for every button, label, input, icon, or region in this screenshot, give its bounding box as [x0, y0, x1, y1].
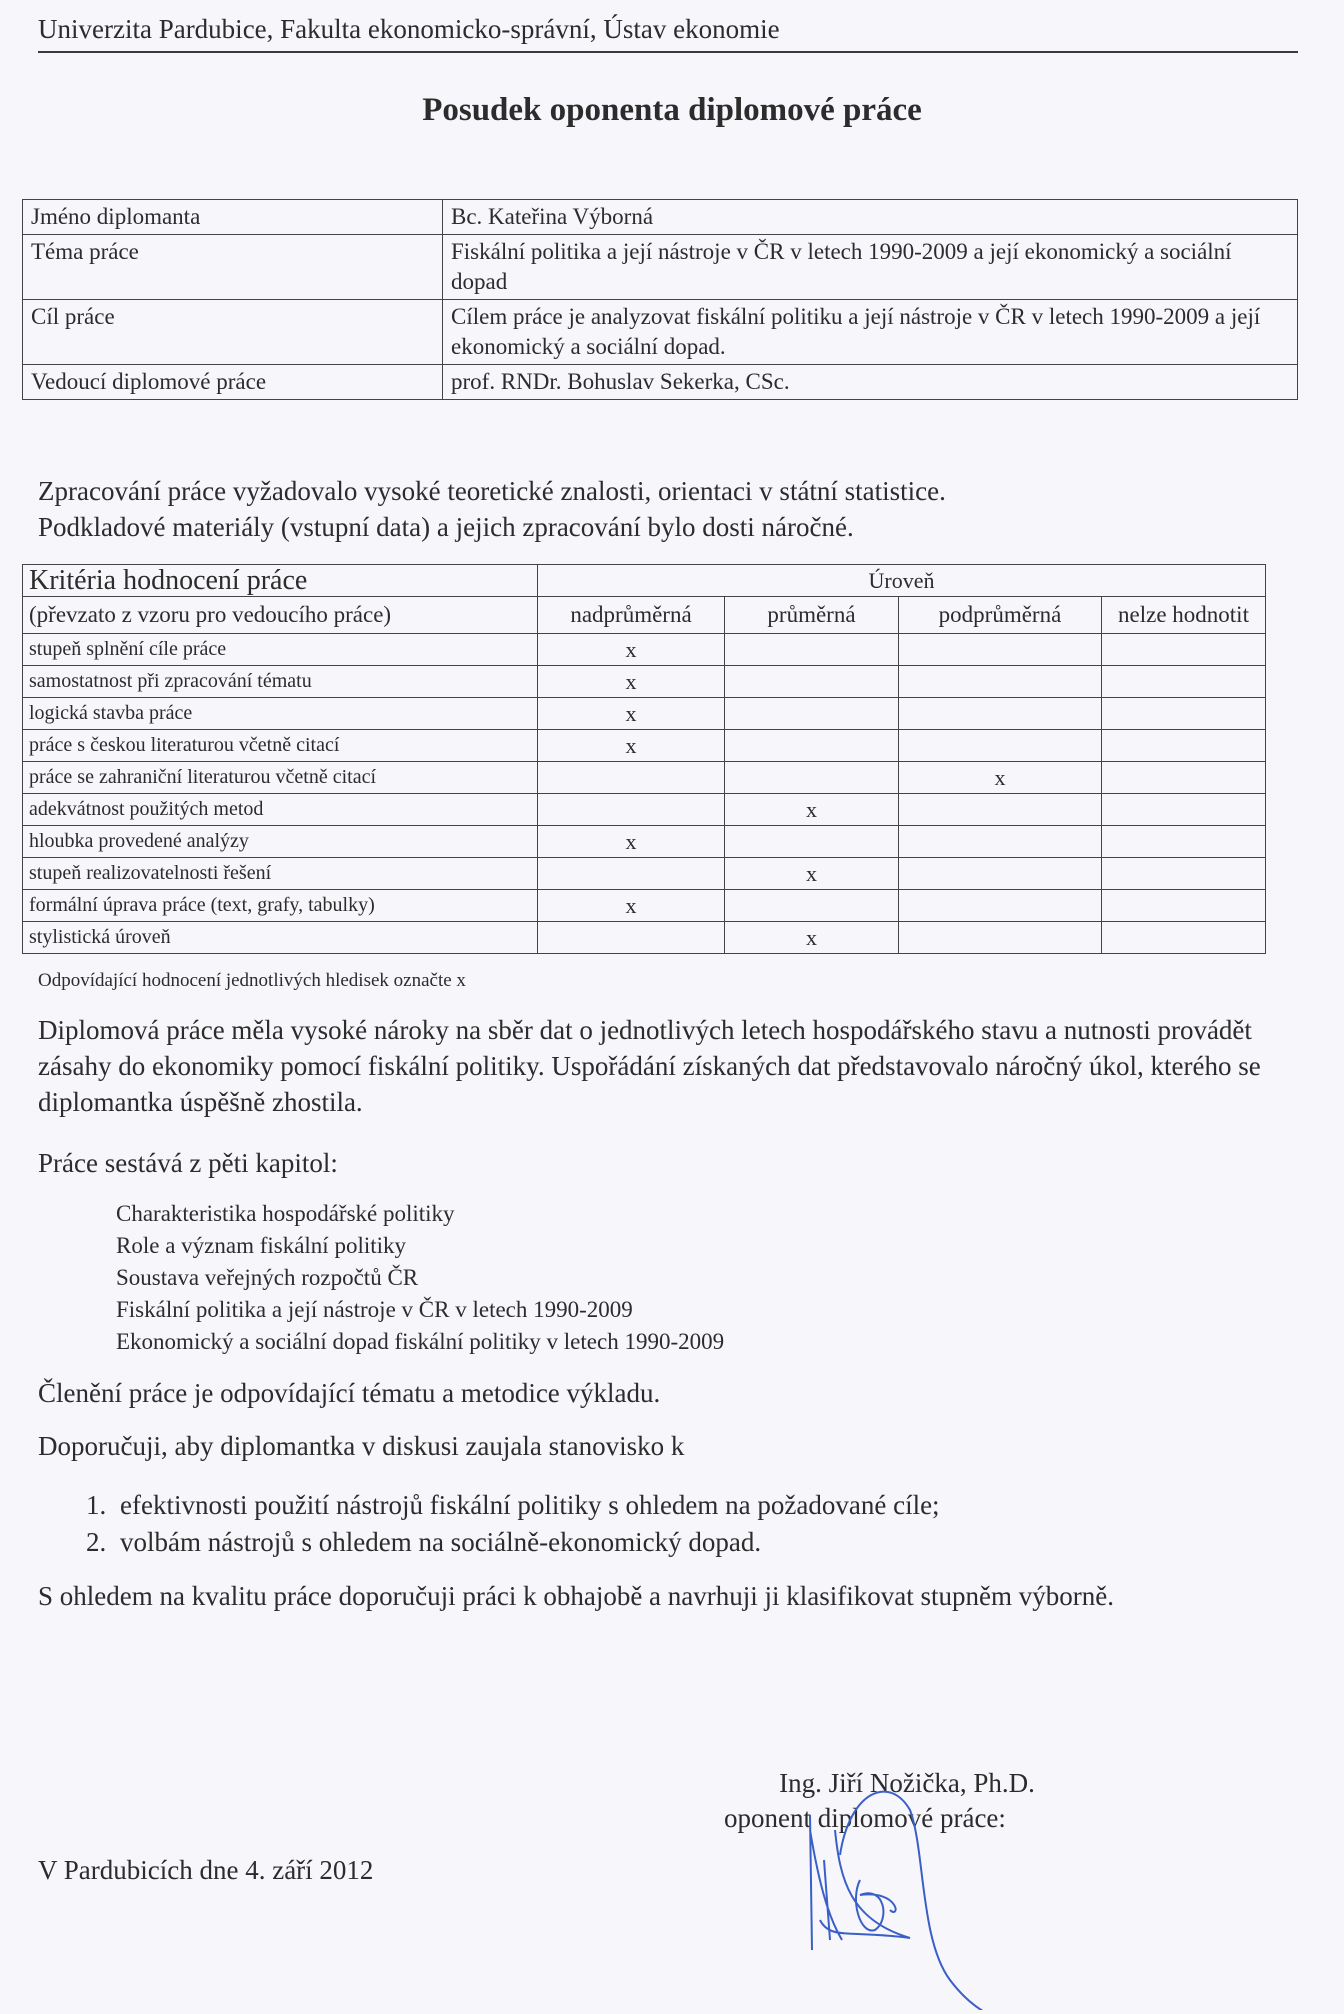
criteria-row: [23, 826, 1266, 858]
mark-cell: x: [538, 634, 725, 666]
criteria-row: [23, 698, 1266, 730]
mark-cell: [1102, 794, 1266, 826]
info-row: [23, 300, 1298, 365]
item-number: 2.: [86, 1527, 107, 1557]
mark-cell: [538, 858, 725, 890]
info-value: Cílem práce je analyzovat fiskální politiku a její nástroje v ČR v letech 1990-2009 a její ekonomický a sociální dopad.: [443, 300, 1298, 365]
level-header: Úroveň: [538, 565, 1266, 597]
opponent-name: Ing. Jiří Nožička, Ph.D.: [779, 1768, 1035, 1798]
mark-cell: [1102, 890, 1266, 922]
mark-cell: [899, 698, 1102, 730]
info-label: Téma práce: [23, 235, 443, 300]
chapter-item: Ekonomický a sociální dopad fiskální politiky v letech 1990-2009: [116, 1329, 725, 1354]
criterion-name: hloubka provedené analýzy: [23, 826, 538, 858]
info-row: [23, 365, 1298, 400]
mark-cell: x: [538, 666, 725, 698]
criteria-row: [23, 730, 1266, 762]
mark-cell: [899, 826, 1102, 858]
mark-cell: x: [538, 826, 725, 858]
recommendation-list: [86, 1487, 940, 1561]
chapter-list: [116, 1198, 724, 1358]
mark-cell: x: [725, 922, 899, 954]
document-title: Posudek oponenta diplomové práce: [422, 92, 922, 128]
mark-cell: [725, 762, 899, 794]
mark-cell: [1102, 762, 1266, 794]
recommendation-item: [86, 1524, 940, 1561]
criterion-name: formální úprava práce (text, grafy, tabulky): [23, 890, 538, 922]
level-average: průměrná: [725, 597, 899, 634]
criterion-name: práce s českou literaturou včetně citací: [23, 730, 538, 762]
thesis-info-table: [22, 199, 1298, 400]
criteria-row: [23, 890, 1266, 922]
mark-cell: [725, 698, 899, 730]
criteria-row: [23, 634, 1266, 666]
mark-cell: x: [725, 858, 899, 890]
item-number: 1.: [86, 1490, 107, 1520]
mark-cell: [1102, 922, 1266, 954]
info-value: Fiskální politika a její nástroje v ČR v letech 1990-2009 a její ekonomický a sociální dopad: [443, 235, 1298, 300]
mark-cell: [538, 794, 725, 826]
mark-cell: x: [538, 730, 725, 762]
assessment-paragraph: Diplomová práce měla vysoké nároky na sběr dat o jednotlivých letech hospodářského stavu a nutnosti provádět zásahy do ekonomiky pomocí fiskální politiky. Uspořádání získaných dat představovalo náročný úkol, kterého se diplomantka úspěšně zhostila.: [38, 1015, 1261, 1117]
mark-cell: [1102, 666, 1266, 698]
level-above-average: nadprůměrná: [538, 597, 725, 634]
place-and-date: V Pardubicích dne 4. září 2012: [38, 1855, 374, 1885]
item-text: efektivnosti použití nástrojů fiskální politiky s ohledem na požadované cíle;: [120, 1490, 940, 1520]
criterion-name: stupeň splnění cíle práce: [23, 634, 538, 666]
mark-cell: [899, 634, 1102, 666]
mark-cell: [899, 794, 1102, 826]
mark-cell: [725, 826, 899, 858]
mark-cell: [1102, 858, 1266, 890]
info-row: [23, 235, 1298, 300]
mark-cell: [1102, 634, 1266, 666]
mark-cell: x: [725, 794, 899, 826]
criterion-name: logická stavba práce: [23, 698, 538, 730]
intro-line-2: Podkladové materiály (vstupní data) a jejich zpracování bylo dosti náročné.: [38, 512, 854, 542]
mark-cell: [538, 762, 725, 794]
mark-cell: [725, 890, 899, 922]
item-text: volbám nástrojů s ohledem na sociálně-ekonomický dopad.: [120, 1527, 762, 1557]
mark-cell: [899, 922, 1102, 954]
mark-cell: x: [899, 762, 1102, 794]
chapter-item: Fiskální politika a její nástroje v ČR v letech 1990-2009: [116, 1297, 633, 1322]
chapter-item: Role a význam fiskální politiky: [116, 1233, 407, 1258]
mark-cell: [899, 858, 1102, 890]
mark-cell: [1102, 698, 1266, 730]
institution-header: Univerzita Pardubice, Fakulta ekonomicko-správní, Ústav ekonomie: [38, 14, 1298, 53]
criterion-name: adekvátnost použitých metod: [23, 794, 538, 826]
opponent-role: oponent diplomové práce:: [724, 1803, 1006, 1833]
criterion-name: stupeň realizovatelnosti řešení: [23, 858, 538, 890]
mark-cell: [899, 730, 1102, 762]
level-below-average: podprůměrná: [899, 597, 1102, 634]
mark-cell: [1102, 826, 1266, 858]
info-label: Vedoucí diplomové práce: [23, 365, 443, 400]
criterion-name: stylistická úroveň: [23, 922, 538, 954]
recommendation-item: [86, 1487, 940, 1524]
criterion-name: práce se zahraniční literaturou včetně citací: [23, 762, 538, 794]
mark-cell: [725, 730, 899, 762]
mark-cell: x: [538, 890, 725, 922]
structure-statement: Členění práce je odpovídající tématu a metodice výkladu.: [38, 1378, 661, 1408]
info-label: Cíl práce: [23, 300, 443, 365]
criteria-note: Odpovídající hodnocení jednotlivých hledisek označte x: [38, 970, 466, 991]
mark-cell: [538, 922, 725, 954]
mark-cell: [899, 890, 1102, 922]
chapters-intro: Práce sestává z pěti kapitol:: [38, 1148, 338, 1178]
recommendation-intro: Doporučuji, aby diplomantka v diskusi zaujala stanovisko k: [38, 1431, 685, 1461]
info-label: Jméno diplomanta: [23, 200, 443, 235]
mark-cell: [899, 666, 1102, 698]
info-value: Bc. Kateřina Výborná: [443, 200, 1298, 235]
criteria-row: [23, 858, 1266, 890]
criteria-subheader: (převzato z vzoru pro vedoucího práce): [23, 597, 538, 634]
criteria-row: [23, 762, 1266, 794]
info-value: prof. RNDr. Bohuslav Sekerka, CSc.: [443, 365, 1298, 400]
mark-cell: [725, 634, 899, 666]
mark-cell: [1102, 730, 1266, 762]
conclusion-paragraph: S ohledem na kvalitu práce doporučuji práci k obhajobě a navrhuji ji klasifikovat stupněm výborně.: [38, 1581, 1114, 1611]
handwritten-signature-icon: [790, 1770, 1110, 2010]
criteria-row: [23, 666, 1266, 698]
mark-cell: x: [538, 698, 725, 730]
mark-cell: [725, 666, 899, 698]
criteria-header: Kritéria hodnocení práce: [23, 565, 538, 597]
level-not-assessable: nelze hodnotit: [1102, 597, 1266, 634]
intro-line-1: Zpracování práce vyžadovalo vysoké teoretické znalosti, orientaci v státní statistice.: [38, 476, 946, 506]
criteria-table: [22, 564, 1266, 954]
criteria-row: [23, 794, 1266, 826]
chapter-item: Soustava veřejných rozpočtů ČR: [116, 1265, 419, 1290]
criteria-row: [23, 922, 1266, 954]
chapter-item: Charakteristika hospodářské politiky: [116, 1201, 455, 1226]
info-row: [23, 200, 1298, 235]
criterion-name: samostatnost při zpracování tématu: [23, 666, 538, 698]
